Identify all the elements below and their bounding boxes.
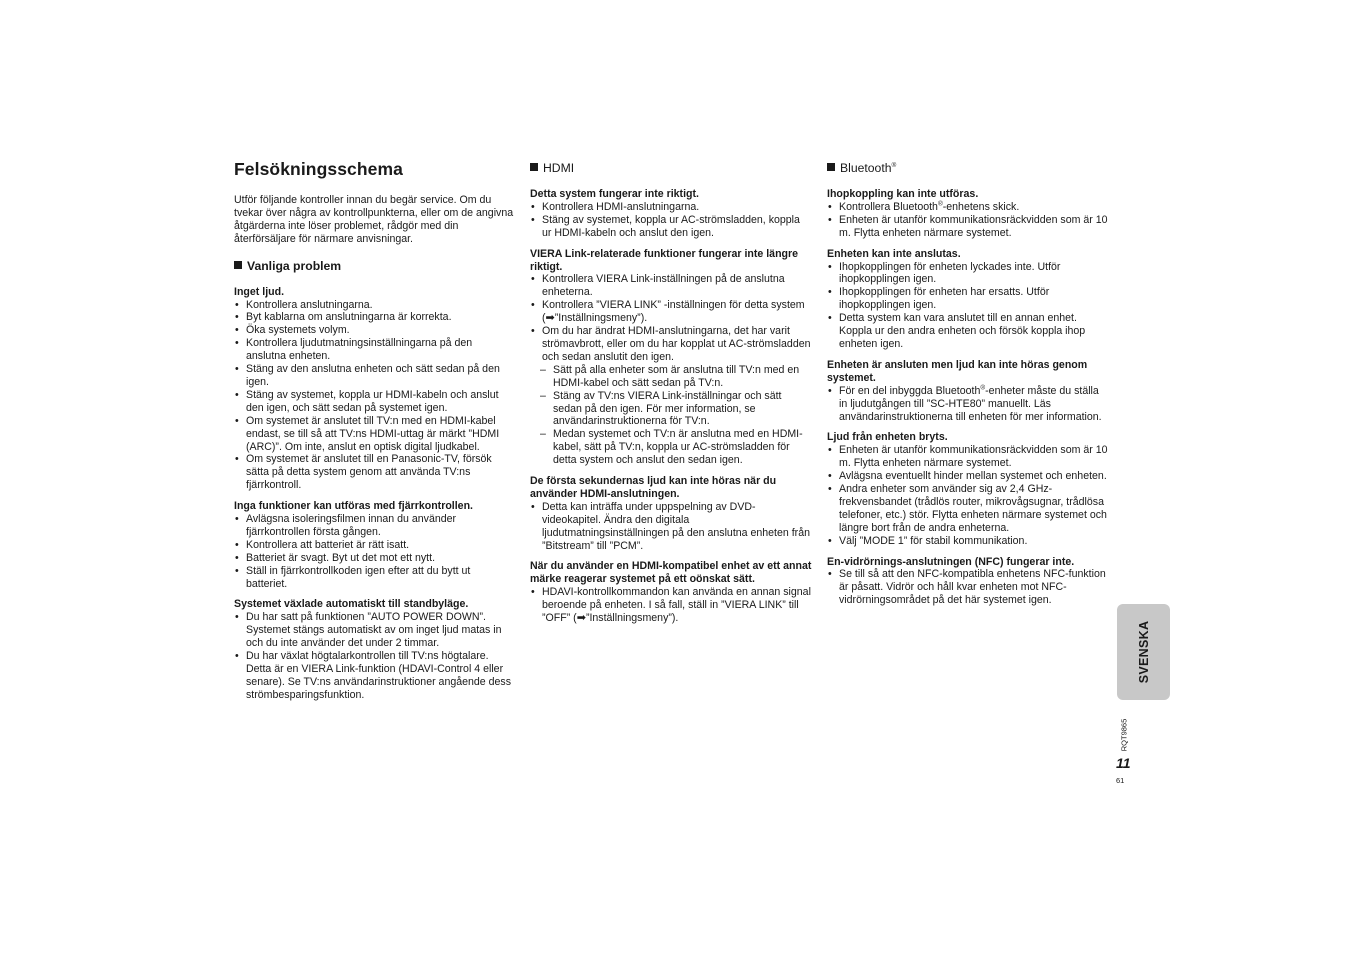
settings-menu-reference: ”Inställningsmeny”). xyxy=(585,612,679,625)
list-item: • Ställ in fjärrkontrollkoden igen efter att du bytt ut batteriet. xyxy=(234,565,514,591)
group-first-seconds-sound xyxy=(530,475,812,552)
problem-heading: Ljud från enheten bryts. xyxy=(827,431,948,444)
list-item: • Stäng av systemet, koppla ur AC-strömsladden, koppla ur HDMI-kabeln och anslut den igen. xyxy=(530,214,812,240)
group-nfc xyxy=(827,556,1109,608)
list-item: • Kontrollera HDMI-anslutningarna. xyxy=(530,201,812,214)
problem-heading: Inga funktioner kan utföras med fjärrkontrollen. xyxy=(234,500,473,513)
bullet-list xyxy=(530,201,812,240)
bullet-list xyxy=(827,201,1109,240)
list-item xyxy=(530,325,812,467)
list-item: • Du har satt på funktionen ”AUTO POWER DOWN”. Systemet stängs automatiskt av om inget ljud matas in och du inte använder det under 2 timmar. xyxy=(234,611,514,650)
list-item: • Öka systemets volym. xyxy=(234,324,514,337)
page-title: Felsökningsschema xyxy=(234,159,403,179)
document-code-label: RQT9865 xyxy=(1119,718,1129,752)
group-system-not-working xyxy=(530,188,812,240)
bullet-list xyxy=(234,513,514,590)
list-item xyxy=(827,385,1109,424)
list-item xyxy=(827,201,1109,214)
list-item: • Välj ”MODE 1” för stabil kommunikation. xyxy=(827,535,1109,548)
group-standby xyxy=(234,598,514,701)
bullet-list xyxy=(827,261,1109,351)
section-label: Bluetooth xyxy=(840,161,892,175)
section-label: HDMI xyxy=(543,161,575,175)
intro-paragraph: Utför följande kontroller innan du begär service. Om du tvekar över några av kontrollpunkterna, eller om de angivna åtgärderna inte löser problemet, rådgör med din återförsäljare för närmare anvisningar. xyxy=(234,194,514,245)
bullet-list xyxy=(530,586,812,625)
list-item: • Byt kablarna om anslutningarna är korrekta. xyxy=(234,311,514,324)
list-item: • Ihopkopplingen för enheten har ersatts. Utför ihopkopplingen igen. xyxy=(827,286,1109,312)
list-item: • Batteriet är svagt. Byt ut det mot ett nytt. xyxy=(234,552,514,565)
settings-menu-reference: ”Inställningsmeny”). xyxy=(554,312,648,325)
group-viera-link xyxy=(530,248,812,467)
group-no-sound xyxy=(234,286,514,493)
problem-heading: En-vidrörnings-anslutningen (NFC) fungerar inte. xyxy=(827,555,1075,568)
arrow-right-icon: ➡ xyxy=(576,612,586,625)
bullet-list xyxy=(530,501,812,553)
list-item: • Om systemet är anslutet till en Panasonic-TV, försök sätta på detta system genom att använda TV:ns fjärrkontroll. xyxy=(234,453,514,492)
column-hdmi xyxy=(530,158,812,633)
item-text: Kontrollera Bluetooth xyxy=(839,200,938,213)
list-item: • Stäng av systemet, koppla ur HDMI-kabeln och anslut den igen, och sätt sedan på systemet igen. xyxy=(234,389,514,415)
problem-heading: De första sekundernas ljud kan inte höras när du använder HDMI-anslutningen. xyxy=(530,475,777,500)
group-other-brand-device xyxy=(530,560,812,625)
language-tab-label: SVENSKA xyxy=(1136,620,1151,684)
list-item: • Avlägsna isoleringsfilmen innan du använder fjärrkontrollen första gången. xyxy=(234,513,514,539)
page-number: 11 xyxy=(1116,755,1131,771)
section-heading-bluetooth xyxy=(827,161,1109,176)
dash-item: – Medan systemet och TV:n är anslutna med en HDMI-kabel, sätt på TV:n, koppla ur AC-strömsladden för detta system och anslut den sedan igen. xyxy=(530,428,812,467)
list-item: • Du har växlat högtalarkontrollen till TV:ns högtalare. Detta är en VIERA Link-funktion (HDAVI-Control 4 eller senare). Se TV:ns användarinstruktioner angående dess strömbesparingsfunktion. xyxy=(234,650,514,702)
problem-heading: Inget ljud. xyxy=(234,285,285,298)
dash-item: – Sätt på alla enheter som är anslutna till TV:n med en HDMI-kabel och sätt sedan på TV:n. xyxy=(530,364,812,390)
group-sound-breaks xyxy=(827,431,1109,547)
bullet-list xyxy=(234,611,514,701)
group-connected-no-sound xyxy=(827,359,1109,424)
registered-mark: ® xyxy=(891,161,897,169)
bullet-list xyxy=(827,568,1109,607)
group-cannot-connect xyxy=(827,248,1109,351)
list-item: • Avlägsna eventuellt hinder mellan systemet och enheten. xyxy=(827,470,1109,483)
document-code xyxy=(1118,717,1130,753)
section-heading-hdmi xyxy=(530,161,812,176)
list-item: • Kontrollera VIERA Link-inställningen på de anslutna enheterna. xyxy=(530,273,812,299)
group-remote-control xyxy=(234,500,514,590)
language-tab xyxy=(1117,604,1170,700)
dash-list xyxy=(530,364,812,467)
list-item: • Detta system kan vara anslutet till en annan enhet. Koppla ur den andra enheten och försök koppla ihop enheten igen. xyxy=(827,312,1109,351)
section-label: Vanliga problem xyxy=(247,258,342,273)
item-text: HDAVI-kontrollkommandon kan använda en annan signal beroende på enheten. I så fall, ställ in ”VIERA LINK” till ”OFF” ( xyxy=(542,586,811,625)
section-heading-common-problems xyxy=(234,259,514,274)
arrow-right-icon: ➡ xyxy=(545,312,555,325)
list-item: • Kontrollera ljudutmatningsinställningarna på den anslutna enheten. xyxy=(234,337,514,363)
column-bluetooth xyxy=(827,158,1109,615)
registered-mark: ® xyxy=(937,200,943,208)
page-sub-number: 61 xyxy=(1116,776,1125,785)
square-bullet-icon xyxy=(827,163,835,171)
group-pairing-fails xyxy=(827,188,1109,240)
item-text: -enheter måste du ställa in ljudutgången till ”SC-HTE80” manuellt. Läs användarinstruktionerna till enheten för mer information. xyxy=(839,384,1102,423)
dash-item: – Stäng av TV:ns VIERA Link-inställningar och sätt sedan på den igen. För mer information, se användarinstruktionerna för TV:n. xyxy=(530,390,812,429)
list-item xyxy=(530,586,812,625)
item-text: -enhetens skick. xyxy=(942,200,1020,213)
list-item: • Enheten är utanför kommunikationsräckvidden som är 10 m. Flytta enheten närmare systemet. xyxy=(827,214,1109,240)
list-item: • Detta kan inträffa under uppspelning av DVD-videokapitel. Ändra den digitala ljudutmatningsinställningen på den anslutna enheten från ”Bitstream” till ”PCM”. xyxy=(530,501,812,553)
list-item: • Stäng av den anslutna enheten och sätt sedan på den igen. xyxy=(234,363,514,389)
problem-heading: Detta system fungerar inte riktigt. xyxy=(530,188,699,200)
problem-heading: Ihopkoppling kan inte utföras. xyxy=(827,188,979,200)
item-text: Om du har ändrat HDMI-anslutningarna, det har varit strömavbrott, eller om du har kopplat ut AC-strömsladden och sedan anslutit den igen. xyxy=(542,325,811,363)
problem-heading: När du använder en HDMI-kompatibel enhet av ett annat märke reagerar systemet på ett oönskat sätt. xyxy=(530,560,812,586)
bullet-list xyxy=(234,299,514,493)
square-bullet-icon xyxy=(234,261,242,269)
list-item: • Se till så att den NFC-kompatibla enhetens NFC-funktion är påsatt. Vidrör och håll kvar enheten mot NFC-vidrörningsområdet på det här systemet igen. xyxy=(827,568,1109,607)
list-item: • Kontrollera att batteriet är rätt isatt. xyxy=(234,539,514,552)
problem-heading: Enheten kan inte anslutas. xyxy=(827,247,961,260)
list-item: • Om systemet är anslutet till TV:n med en HDMI-kabel endast, se till så att TV:ns HDMI-uttag är märkt ”HDMI (ARC)”. Om inte, anslut en optisk digital ljudkabel. xyxy=(234,415,514,454)
list-item xyxy=(530,299,812,325)
bullet-list xyxy=(827,385,1109,424)
problem-heading: Enheten är ansluten men ljud kan inte höras genom systemet. xyxy=(827,358,1088,384)
bullet-list xyxy=(530,273,812,467)
item-text: För en del inbyggda Bluetooth xyxy=(839,384,981,397)
square-bullet-icon xyxy=(530,163,538,171)
problem-heading: VIERA Link-relaterade funktioner fungerar inte längre riktigt. xyxy=(530,247,799,273)
list-item: • Andra enheter som använder sig av 2,4 GHz-frekvensbandet (trådlös router, mikrovågsugnar, trådlösa telefoner, etc.) stör. Flytta enheten närmare systemet och längre bort från de andra enheterna. xyxy=(827,483,1109,535)
list-item: • Enheten är utanför kommunikationsräckvidden som är 10 m. Flytta enheten närmare systemet. xyxy=(827,444,1109,470)
bullet-list xyxy=(827,444,1109,547)
registered-mark: ® xyxy=(980,384,986,392)
list-item: • Kontrollera anslutningarna. xyxy=(234,299,514,312)
problem-heading: Systemet växlade automatiskt till standbyläge. xyxy=(234,598,469,611)
list-item: • Ihopkopplingen för enheten lyckades inte. Utför ihopkopplingen igen. xyxy=(827,261,1109,287)
item-text: Kontrollera ”VIERA LINK” -inställningen för detta system ( xyxy=(542,299,805,325)
column-general-problems xyxy=(234,158,514,710)
